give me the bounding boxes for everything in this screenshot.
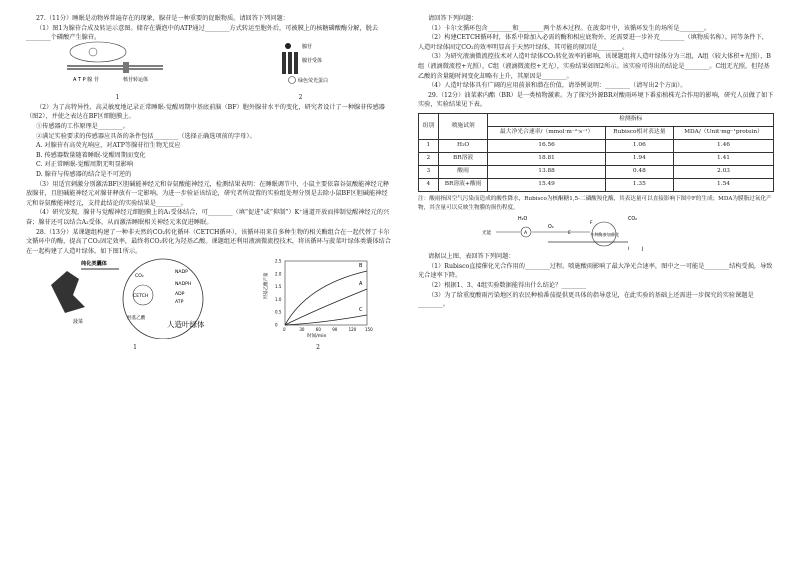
table-cell: 16.56 bbox=[488, 139, 605, 152]
table-cell: 1.46 bbox=[674, 139, 774, 152]
fig-label-nadph: NADPH bbox=[175, 282, 192, 288]
adenosine-synthesis-diagram bbox=[63, 40, 173, 90]
table-cell: 酸雨 bbox=[438, 165, 488, 178]
q27-sub2-1: ①传感器的工作原理是________。 bbox=[36, 122, 129, 130]
photosynthesis-diagram bbox=[478, 212, 698, 252]
artificial-chloroplast-diagram bbox=[45, 255, 225, 339]
q29-sub1: （1）Rubisco直接催化光合作用的________过程。喷施酸雨影响了最大净光合速率，图中之一可能是________结构受损，导致光合速率下降。 bbox=[418, 262, 773, 280]
table-cell: 0.48 bbox=[605, 165, 673, 178]
chart-y-tick: 1.0 bbox=[275, 296, 282, 302]
fig-label-artificial-chloroplast: 人造叶绿体 bbox=[167, 320, 205, 330]
chart-y-tick: 0 bbox=[275, 322, 278, 328]
q28-figure-1 bbox=[45, 255, 225, 352]
table-header-treatment: 喷施试剂 bbox=[438, 113, 488, 139]
q28-sub4: （4）人造叶绿体具有广阔的应用前景和潜在价值，请举例说明：________（请写出2个方面）。 bbox=[428, 82, 687, 90]
fig-label-co2: CO₂ bbox=[135, 274, 144, 280]
q28-figures bbox=[26, 256, 392, 352]
q27-sub3: （3）用适宜刺激分别激活BF区胆碱能神经元和谷氨酸能神经元，检测结果表明：在睡眠调节中，小鼠主要依靠谷氨酸能神经元释放腺苷，且胆碱能神经元对腺苷释放有一定影响。为进一步验证该结论，研究者所设置的实验组处理分别是去除小鼠BF区胆碱能神经元和谷氨酸能神经元，支持此结论的实验结果是________。 bbox=[26, 180, 390, 207]
table-row bbox=[419, 152, 774, 165]
q28-figure-2-number: 2 bbox=[316, 343, 320, 351]
fig-label-a: A bbox=[524, 231, 528, 237]
fig1-label-atp: A T P 腺 苷 bbox=[72, 76, 99, 83]
q28-prompt: 请回答下列问题： bbox=[428, 15, 478, 22]
q27-figure-1 bbox=[63, 40, 173, 103]
q27-figure-1-number: 1 bbox=[115, 94, 120, 102]
table-cell: 1 bbox=[419, 139, 439, 152]
fig-label-f: F bbox=[590, 221, 593, 227]
fig-label-e: E bbox=[568, 231, 571, 237]
q28-stem: 28.（13分）某课题组构建了一种非天然的CO₂转化循环（CETCH循环），该循环用来自多种生物的相关酶组合在一起代替了卡尔文循环中的酶，提高了CO₂固定效率，最终将CO₂转化为羟基乙酸。课题组还利用液滴微流控技术，将该循环与菠菜叶绿体类囊体结合在一起构建了人造叶绿体，如下图1所示。 bbox=[26, 228, 391, 255]
chart-x-tick: 120 bbox=[348, 327, 357, 333]
table-cell: 4 bbox=[419, 178, 439, 191]
q29-prompt: 请据以上图、表回答下列问题： bbox=[428, 253, 515, 261]
chart-y-tick: 2.5 bbox=[275, 258, 282, 264]
q29-stem: 29.（12分）油菜素内酯（BR）是一类植物激素。为了探究外源BR对酸雨环境下番茄植株光合作用的影响，研究人员做了如下实验，实验结果见下表。 bbox=[418, 91, 774, 109]
chart-x-tick: 150 bbox=[365, 327, 373, 333]
left-column bbox=[26, 14, 392, 352]
fig-label-nadp: NADP bbox=[175, 270, 188, 276]
fig-label-j: J bbox=[642, 247, 644, 253]
q29-sub3: （3）为了给重度酸雨污染地区的农民种植番茄提供更具体的指导意见，在此实验的基础上还需进一步探究的实验课题是________。 bbox=[418, 291, 754, 309]
table-header-mda: MDA/（Unit·mg⁻¹protein） bbox=[674, 126, 774, 139]
q27-figures bbox=[26, 43, 392, 103]
fig2-label-gfp: 绿色荧光蛋白 bbox=[297, 77, 328, 84]
fig-label-thylakoid: 纯化类囊体 bbox=[81, 261, 107, 268]
chart-x-tick: 30 bbox=[299, 327, 305, 333]
table-cell: 2.03 bbox=[674, 165, 774, 178]
q27-option-c: C. 对正常睡眠-觉醒周期无明显影响 bbox=[36, 161, 134, 169]
q27-sub1: （1）图1为腺苷合成及转运示意图。储存在囊泡中的ATP通过________方式转运至胞外后，可被膜上的核糖磷酸酶分解，脱去________个磷酸产生腺苷。 bbox=[26, 24, 379, 42]
chart-series-label: B bbox=[359, 263, 363, 270]
fig2-label-adenosine: 腺苷 bbox=[301, 43, 312, 50]
chart-y-tick: 1.5 bbox=[275, 284, 282, 290]
q27-option-d: D. 腺苷与传感器的结合是不可逆的 bbox=[36, 170, 132, 178]
right-column bbox=[418, 14, 774, 310]
q29-photosynthesis-figure bbox=[418, 212, 774, 252]
q28-figure-1-number: 1 bbox=[133, 343, 137, 351]
table-cell: 18.81 bbox=[488, 152, 605, 165]
fig-label-co2: CO₂ bbox=[628, 217, 638, 223]
q28-sub2: （2）构建CETCH循环时，体系中除加入必需的酶和相应底物外，还需要进一步补充________（填物质名称）。同等条件下，人造叶绿体固定CO₂的效率明显高于天然叶绿体，其可能的原因是________。 bbox=[418, 34, 768, 51]
table-cell: 2 bbox=[419, 152, 439, 165]
chart-x-label: 时间/min bbox=[307, 334, 327, 340]
fig-label-cetch: CETCH bbox=[133, 294, 149, 300]
q27-figure-2 bbox=[246, 40, 356, 103]
table-cell: 13.88 bbox=[488, 165, 605, 178]
q27-option-a: A. 对腺苷有高荧光响应，对ATP等腺苷衍生物无反应 bbox=[36, 142, 181, 150]
fig-label-h2o: H₂O bbox=[518, 217, 528, 223]
table-cell: BR溶液 bbox=[438, 152, 488, 165]
q27-figure-2-number: 2 bbox=[298, 94, 303, 102]
chart-series-label: C bbox=[359, 307, 363, 314]
table-cell: 1.35 bbox=[605, 178, 673, 191]
table-cell: H₂O bbox=[438, 139, 488, 152]
chart-series-c bbox=[285, 315, 367, 325]
table-cell: 3 bbox=[419, 165, 439, 178]
q27-stem: 27.（11分）睡眠是动物界普遍存在的现象，腺苷是一种重要的促眠物质。请回答下列问题： bbox=[36, 15, 289, 22]
chart-x-tick: 0 bbox=[283, 327, 286, 333]
fig-label-o2: O₂ bbox=[548, 225, 554, 231]
fig2-label-receptor: 腺苷受体 bbox=[301, 57, 322, 64]
fig1-label-transporter: 核苷转运体 bbox=[122, 76, 148, 83]
chart-frame bbox=[285, 261, 367, 325]
chart-x-tick: 90 bbox=[332, 327, 338, 333]
table-row bbox=[419, 178, 774, 191]
fig-label-atp: ATP bbox=[175, 300, 184, 306]
fig-label-enzymes: 多种酶参加催化 bbox=[590, 232, 620, 238]
chart-series-label: A bbox=[359, 281, 363, 288]
q29-note: 注：酸雨指因空气污染而造成的酸性降水，Rubisco为核酮糖1,5-二磷酸羧化酶，其表达量可以直接影响下图中F的生成；MDA为膜脂过氧化产物，其含量可以反映生物膜的损伤程度。 bbox=[418, 195, 772, 211]
table-header-pn: 最大净光合速率/（mmol·m⁻²·s⁻¹） bbox=[488, 126, 605, 139]
table-cell: BR溶液+酸雨 bbox=[438, 178, 488, 191]
chart-y-tick: 0.5 bbox=[275, 309, 282, 315]
q28-sub3: （3）为研究液滴微流控技术对人造叶绿体CO₂转化效率的影响，该课题组将人造叶绿体分为三组，A组（较大体积+光照），B组（液滴微流控+光照），C组（液滴微流控+无光），实验结果如图2所示。该实验可得出的结论是________。C组无光照，但羟基乙酸的含量随时间变化却略有上升，其原因是________。 bbox=[418, 53, 771, 80]
q27-sub2-2: ②满足实验要求的传感器应具备的条件包括________（选择正确选项前的字母）。 bbox=[36, 132, 256, 140]
adenosine-sensor-diagram bbox=[246, 40, 356, 90]
q27-sub2: （2）为了高特异性、高灵敏度地记录正常睡眠-觉醒周期中基底前脑（BF）胞外腺苷水平的变化，研究者设计了一种腺苷传感器（图2），并使之表达在BF区细胞膜上。 bbox=[26, 103, 385, 121]
q27-option-b: B. 传感器数量随着睡眠-觉醒周期而变化 bbox=[36, 151, 146, 159]
q28-sub1: （1）卡尔文循环包含________和________两个基本过程。在菠菜叶中，该循环发生的场所是________。 bbox=[428, 24, 711, 32]
q27-sub4: （4）研究发现，腺苷与觉醒神经元细胞膜上的A₁受体结合，可________（填“促进”或“抑制”）K⁺通道开放而抑制觉醒神经元的兴奋；腺苷还可以结合A₂受体，从而激活睡眠相关神经元来促进睡眠。 bbox=[26, 209, 390, 226]
q29-sub2: （2）根据1、3、4组实验数据能得出什么结论？________ bbox=[428, 281, 587, 289]
table-cell: 1.94 bbox=[605, 152, 673, 165]
table-cell: 1.41 bbox=[674, 152, 774, 165]
chart-series-a bbox=[285, 289, 367, 325]
table-header-rubisco: Rubisco相对表达量 bbox=[605, 126, 673, 139]
fig-label-adp: ADP bbox=[175, 292, 185, 298]
table-cell: 1.54 bbox=[674, 178, 774, 191]
fig-label-light: 光能 bbox=[482, 231, 492, 237]
fig-label-glycolate: 羟基乙酸 bbox=[127, 316, 146, 322]
table-row bbox=[419, 139, 774, 152]
q28-figure-2 bbox=[263, 255, 373, 352]
table-cell: 15.49 bbox=[488, 178, 605, 191]
table-row bbox=[419, 165, 774, 178]
fig-label-i: I bbox=[628, 247, 630, 253]
table-cell: 1.06 bbox=[605, 139, 673, 152]
table-header-group: 组别 bbox=[419, 113, 439, 139]
glycolate-yield-chart bbox=[263, 255, 373, 339]
chart-x-tick: 60 bbox=[315, 327, 321, 333]
chart-y-label: 羟基乙酸产量 bbox=[264, 272, 269, 300]
chart-y-tick: 2.0 bbox=[275, 271, 282, 277]
q29-results-table bbox=[418, 113, 774, 192]
fig-label-spinach: 菠菜 bbox=[73, 319, 84, 326]
table-header-indices: 检测指标 bbox=[488, 113, 774, 126]
